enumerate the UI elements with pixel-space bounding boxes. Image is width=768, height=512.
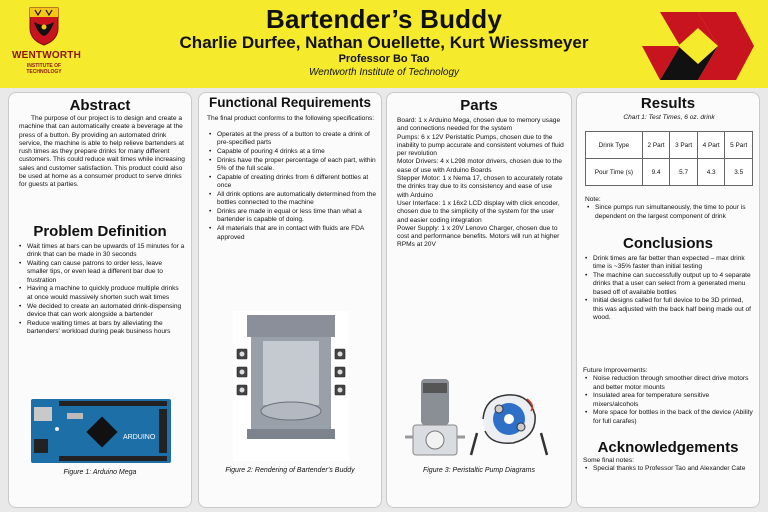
list-item: • Insulated area for temperature sensitive mixers/alcohols	[583, 392, 755, 409]
table-cell: 5.7	[670, 159, 698, 186]
poster-authors: Charlie Durfee, Nathan Ouellette, Kurt Wiessmeyer	[179, 33, 589, 52]
functional-intro: The final product conforms to the following specifications:	[207, 115, 375, 122]
list-item: • Noise reduction through smoother direct drive motors and better motor mounts	[583, 375, 755, 392]
ack-list	[583, 465, 755, 473]
logo-subtext: INSTITUTE OF TECHNOLOGY	[26, 63, 62, 75]
bartenders-buddy-render	[233, 311, 349, 461]
column-results	[576, 92, 760, 508]
figure-3-caption: Figure 3: Peristaltic Pump Diagrams	[422, 467, 536, 474]
table-cell: 2 Part	[642, 132, 670, 159]
acknowledgements-heading: Acknowledgements	[597, 439, 739, 456]
poster-header	[0, 0, 768, 88]
future-list	[583, 375, 755, 426]
note-label: Note:	[585, 196, 601, 203]
poster-title: Bartender’s Buddy	[265, 4, 502, 34]
list-item: • Initial designs called for full device to be 3D printed, this was adjusted with the back half being made out of wood.	[583, 297, 755, 322]
results-chart-caption: Chart 1: Test Times, 6 oz. drink	[623, 114, 715, 121]
figure-2-caption: Figure 2: Rendering of Bartender’s Buddy	[225, 467, 355, 474]
list-item: • More space for bottles in the back of the device (Ability for full carafes)	[583, 409, 755, 426]
figure-1-caption: Figure 1: Arduino Mega	[63, 469, 137, 476]
poster-professor: Professor Bo Tao	[338, 53, 430, 65]
list-item: • All materials that are in contact with fluids are FDA approved	[207, 225, 377, 242]
table-cell: 4.3	[697, 159, 725, 186]
table-cell: Pour Time (s)	[586, 159, 643, 186]
conclusions-list	[583, 255, 755, 323]
problem-heading: Problem Definition	[33, 223, 167, 240]
acknowledgements-text	[583, 457, 755, 474]
list-item: • Wait times at bars can be upwards of 15 minutes for a drink that can be made in 30 seconds	[17, 243, 185, 260]
parts-text	[397, 117, 565, 250]
parts-heading: Parts	[460, 97, 498, 114]
diamond-logo	[640, 10, 756, 82]
table-row	[586, 159, 753, 186]
list-item: • Reduce waiting times at bars by alleviating the bartenders' workload during peak business hours	[17, 320, 185, 337]
list-item: • The machine can successfully output up to 4 separate drinks that a user can select from a generated menu based off of available bottles	[583, 272, 755, 297]
table-cell: 4 Part	[697, 132, 725, 159]
results-note	[585, 196, 755, 221]
table-cell: 5 Part	[725, 132, 753, 159]
svg-text:ARDUINO: ARDUINO	[123, 434, 156, 441]
list-item: • Since pumps run simultaneously, the time to pour is dependent on the largest component of drink	[585, 204, 755, 221]
results-heading: Results	[640, 95, 696, 112]
list-item: • Drink times are far better than expected – max drink time is ~35% faster than initial testing	[583, 255, 755, 272]
peristaltic-pump-image	[399, 375, 561, 463]
parts-line: Power Supply: 1 x 20V Lenovo Charger, chosen due to cost and performance benefits. Motors will run at higher RPMs at 20V	[397, 224, 560, 249]
list-item: • Having a machine to quickly produce multiple drinks at once would massively shorten such wait times	[17, 285, 185, 302]
future-improvements	[583, 367, 755, 427]
abstract-heading: Abstract	[69, 97, 131, 114]
list-item: • Drinks have the proper percentage of each part, within 5% of the full scale.	[207, 157, 377, 174]
conclusions-heading: Conclusions	[622, 235, 713, 252]
list-item: • Drinks are made in equal or less time than what a bartender is capable of doing.	[207, 208, 377, 225]
logo-brand-text: WENTWORTH	[12, 50, 82, 61]
list-item: • Special thanks to Professor Tao and Alexander Cate	[583, 465, 755, 473]
abstract-text: The purpose of our project is to design and create a machine that can automatically create a beverage at the press of a button. By providing an automated drink service, the machine is able to help relieve bartenders at rush times as they prepare drinks for many different customers. This could reduce wait times while increasing sales and customer satisfaction. This product could also be used at home as a consumer product to serve drinks for guests at parties.	[19, 115, 185, 189]
functional-heading: Functional Requirements	[208, 95, 372, 110]
list-item: • Waiting can cause patrons to order less, leave smaller tips, or even lead a different bar due to frustration	[17, 260, 185, 285]
future-label: Future Improvements:	[583, 367, 648, 374]
column-abstract	[8, 92, 192, 508]
note-list	[585, 204, 755, 221]
column-functional-requirements	[198, 92, 382, 508]
poster-institution: Wentworth Institute of Technology	[308, 67, 460, 78]
functional-list	[207, 131, 377, 242]
parts-line: User Interface: 1 x 16x2 LCD display with click encoder, chosen due to the simplicity of the system for the user and easier coding integration	[397, 199, 560, 224]
list-item: • Capable of pouring 4 drinks at a time	[207, 148, 377, 156]
problem-list	[17, 243, 185, 337]
table-cell: Drink Type	[586, 132, 643, 159]
arduino-mega-image	[31, 399, 171, 463]
table-cell: 3 Part	[670, 132, 698, 159]
column-parts	[386, 92, 572, 508]
table-cell: 9.4	[642, 159, 670, 186]
table-cell: 3.5	[725, 159, 753, 186]
list-item: • Capable of creating drinks from 6 different bottles at once	[207, 174, 377, 191]
parts-line: Stepper Motor: 1 x Nema 17, chosen to accurately rotate the drinks tray due to its consistency and ease of use with Arduino	[397, 175, 563, 199]
parts-line: Motor Drivers: 4 x L298 motor drivers, chosen due to the ease of use with Arduino Boards	[397, 158, 562, 174]
list-item: • We decided to create an automated drink-dispensing device that can work alongside a bartender	[17, 303, 185, 320]
results-table	[585, 131, 753, 186]
parts-line: Board: 1 x Arduino Mega, chosen due to memory usage and connections needed for the system	[397, 117, 561, 133]
list-item: • Operates at the press of a button to create a drink of pre-specified parts	[207, 131, 377, 148]
ack-label: Some final notes:	[583, 457, 634, 464]
list-item: • All drink options are automatically determined from the bottles connected to the machine	[207, 191, 377, 208]
table-row	[586, 132, 753, 159]
parts-line: Pumps: 6 x 12V Peristaltic Pumps, chosen due to the inability to pump accurate and consistent volumes of fluid per revolution	[397, 133, 564, 158]
